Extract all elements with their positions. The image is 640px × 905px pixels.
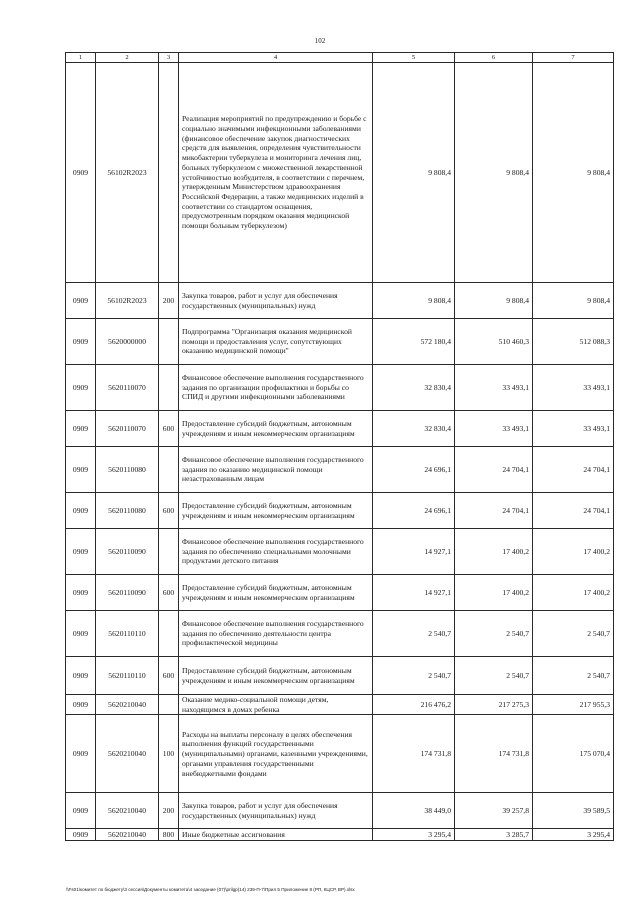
amount-column-6: 24 704,1 bbox=[455, 493, 533, 529]
table-row bbox=[66, 575, 614, 611]
expense-type-code bbox=[159, 447, 179, 493]
amount-column-7: 24 704,1 bbox=[533, 493, 614, 529]
amount-column-7: 17 400,2 bbox=[533, 575, 614, 611]
expense-type-code: 800 bbox=[159, 829, 179, 841]
table-row bbox=[66, 715, 614, 793]
section-code: 0909 bbox=[66, 575, 96, 611]
table-row bbox=[66, 611, 614, 657]
expense-name: Предоставление субсидий бюджетным, автономным учреждениям и иным некоммерческим организациям bbox=[179, 493, 373, 529]
column-number: 2 bbox=[96, 53, 159, 63]
expense-type-code bbox=[159, 529, 179, 575]
amount-column-6: 3 285,7 bbox=[455, 829, 533, 841]
table-row bbox=[66, 411, 614, 447]
table-row bbox=[66, 529, 614, 575]
table-row bbox=[66, 829, 614, 841]
target-article-code: 5620210040 bbox=[96, 829, 159, 841]
expense-name: Реализация мероприятий по предупреждению и борьбе с социально значимыми инфекционными заболеваниями (финансовое обеспечение закупок диагностических средств для выявления, определения чувствительности микобактерии туберкулеза и мониторинга лечения лиц, больных туберкулезом с множественной лекарственной устойчивостью возбудителя, в соответствии с перечнем, утвержденным Министерством здравоохранения Российской Федерации, а также медицинских изделий в соответствии со стандартом оснащения, предусмотренным порядком оказания медицинской помощи больным туберкулезом) bbox=[179, 63, 373, 283]
amount-column-5: 2 540,7 bbox=[373, 611, 455, 657]
target-article-code: 5620110080 bbox=[96, 493, 159, 529]
section-code: 0909 bbox=[66, 283, 96, 319]
amount-column-6: 17 400,2 bbox=[455, 529, 533, 575]
amount-column-6: 24 704,1 bbox=[455, 447, 533, 493]
amount-column-5: 14 927,1 bbox=[373, 575, 455, 611]
expense-name: Финансовое обеспечение выполнения государственного задания по обеспечению деятельности центра профилактической медицины bbox=[179, 611, 373, 657]
amount-column-5: 9 808,4 bbox=[373, 63, 455, 283]
amount-column-5: 3 295,4 bbox=[373, 829, 455, 841]
table-row bbox=[66, 283, 614, 319]
expense-name: Подпрограмма "Организация оказания медицинской помощи и предоставления услуг, сопутствующих оказанию медицинской помощи" bbox=[179, 319, 373, 365]
amount-column-6: 9 808,4 bbox=[455, 283, 533, 319]
expense-name: Закупка товаров, работ и услуг для обеспечения государственных (муниципальных) нужд bbox=[179, 793, 373, 829]
expense-name: Расходы на выплаты персоналу в целях обеспечения выполнения функций государственными (муниципальными) органами, казенными учреждениями, органами управления государственными внебюджетными фондами bbox=[179, 715, 373, 793]
amount-column-7: 2 540,7 bbox=[533, 611, 614, 657]
amount-column-7: 9 808,4 bbox=[533, 63, 614, 283]
column-number: 6 bbox=[455, 53, 533, 63]
target-article-code: 5620110070 bbox=[96, 365, 159, 411]
amount-column-6: 39 257,8 bbox=[455, 793, 533, 829]
expense-type-code: 100 bbox=[159, 715, 179, 793]
budget-table bbox=[65, 52, 614, 841]
column-number-row bbox=[66, 53, 614, 63]
amount-column-5: 216 476,2 bbox=[373, 695, 455, 715]
amount-column-7: 9 808,4 bbox=[533, 283, 614, 319]
amount-column-5: 2 540,7 bbox=[373, 657, 455, 695]
section-code: 0909 bbox=[66, 611, 96, 657]
target-article-code: 5620110110 bbox=[96, 657, 159, 695]
table-row bbox=[66, 793, 614, 829]
section-code: 0909 bbox=[66, 793, 96, 829]
target-article-code: 5620110090 bbox=[96, 575, 159, 611]
amount-column-6: 217 275,3 bbox=[455, 695, 533, 715]
target-article-code: 5620110110 bbox=[96, 611, 159, 657]
section-code: 0909 bbox=[66, 447, 96, 493]
amount-column-5: 14 927,1 bbox=[373, 529, 455, 575]
section-code: 0909 bbox=[66, 695, 96, 715]
expense-type-code: 600 bbox=[159, 575, 179, 611]
expense-name: Финансовое обеспечение выполнения государственного задания по оказанию медицинской помощи незастрахованным лицам bbox=[179, 447, 373, 493]
target-article-code: 5620210040 bbox=[96, 695, 159, 715]
expense-type-code bbox=[159, 63, 179, 283]
expense-name: Финансовое обеспечение выполнения государственного задания по организации профилактики и борьбы со СПИД и другими инфекционными заболеваниями bbox=[179, 365, 373, 411]
amount-column-7: 33 493,1 bbox=[533, 411, 614, 447]
table-row bbox=[66, 657, 614, 695]
amount-column-7: 175 070,4 bbox=[533, 715, 614, 793]
amount-column-5: 24 696,1 bbox=[373, 493, 455, 529]
expense-type-code bbox=[159, 695, 179, 715]
column-number: 4 bbox=[179, 53, 373, 63]
amount-column-5: 9 808,4 bbox=[373, 283, 455, 319]
amount-column-5: 38 449,0 bbox=[373, 793, 455, 829]
amount-column-6: 174 731,8 bbox=[455, 715, 533, 793]
amount-column-6: 2 540,7 bbox=[455, 657, 533, 695]
expense-name: Предоставление субсидий бюджетным, автономным учреждениям и иным некоммерческим организациям bbox=[179, 411, 373, 447]
section-code: 0909 bbox=[66, 319, 96, 365]
amount-column-7: 33 493,1 bbox=[533, 365, 614, 411]
amount-column-6: 510 460,3 bbox=[455, 319, 533, 365]
amount-column-6: 33 493,1 bbox=[455, 365, 533, 411]
expense-name: Иные бюджетные ассигнования bbox=[179, 829, 373, 841]
table-row bbox=[66, 63, 614, 283]
expense-type-code: 200 bbox=[159, 793, 179, 829]
section-code: 0909 bbox=[66, 493, 96, 529]
amount-column-6: 2 540,7 bbox=[455, 611, 533, 657]
amount-column-6: 9 808,4 bbox=[455, 63, 533, 283]
amount-column-7: 512 088,3 bbox=[533, 319, 614, 365]
expense-type-code bbox=[159, 319, 179, 365]
amount-column-5: 32 830,4 bbox=[373, 411, 455, 447]
amount-column-6: 33 493,1 bbox=[455, 411, 533, 447]
amount-column-5: 174 731,8 bbox=[373, 715, 455, 793]
section-code: 0909 bbox=[66, 715, 96, 793]
target-article-code: 5620110080 bbox=[96, 447, 159, 493]
target-article-code: 56102R2023 bbox=[96, 63, 159, 283]
target-article-code: 5620000000 bbox=[96, 319, 159, 365]
table-row bbox=[66, 365, 614, 411]
amount-column-6: 17 400,2 bbox=[455, 575, 533, 611]
expense-name: Предоставление субсидий бюджетным, автономным учреждениям и иным некоммерческим организациям bbox=[179, 575, 373, 611]
target-article-code: 5620110070 bbox=[96, 411, 159, 447]
column-number: 3 bbox=[159, 53, 179, 63]
expense-type-code bbox=[159, 611, 179, 657]
expense-type-code: 200 bbox=[159, 283, 179, 319]
table-row bbox=[66, 695, 614, 715]
page-number: 102 bbox=[314, 37, 326, 45]
file-path-footer: \\Fs01\комитет по бюджету\3 сессия\Документы комитета\4 заседание (07)\prilgp(14) 239-П-7\Прил 5 Приложение 8 (РП, КЦСР, ВР).xlsx bbox=[66, 887, 355, 892]
amount-column-7: 17 400,2 bbox=[533, 529, 614, 575]
expense-name: Предоставление субсидий бюджетным, автономным учреждениям и иным некоммерческим организациям bbox=[179, 657, 373, 695]
column-number: 7 bbox=[533, 53, 614, 63]
table-row bbox=[66, 447, 614, 493]
section-code: 0909 bbox=[66, 63, 96, 283]
section-code: 0909 bbox=[66, 411, 96, 447]
target-article-code: 56102R2023 bbox=[96, 283, 159, 319]
amount-column-5: 24 696,1 bbox=[373, 447, 455, 493]
amount-column-7: 24 704,1 bbox=[533, 447, 614, 493]
amount-column-5: 572 180,4 bbox=[373, 319, 455, 365]
table-row bbox=[66, 319, 614, 365]
expense-name: Финансовое обеспечение выполнения государственного задания по обеспечению специальными молочными продуктами детского питания bbox=[179, 529, 373, 575]
amount-column-5: 32 830,4 bbox=[373, 365, 455, 411]
amount-column-7: 39 589,5 bbox=[533, 793, 614, 829]
section-code: 0909 bbox=[66, 657, 96, 695]
section-code: 0909 bbox=[66, 829, 96, 841]
section-code: 0909 bbox=[66, 529, 96, 575]
column-number: 5 bbox=[373, 53, 455, 63]
amount-column-7: 217 955,3 bbox=[533, 695, 614, 715]
target-article-code: 5620210040 bbox=[96, 715, 159, 793]
expense-type-code: 600 bbox=[159, 411, 179, 447]
expense-type-code bbox=[159, 365, 179, 411]
expense-type-code: 600 bbox=[159, 657, 179, 695]
amount-column-7: 3 295,4 bbox=[533, 829, 614, 841]
expense-name: Закупка товаров, работ и услуг для обеспечения государственных (муниципальных) нужд bbox=[179, 283, 373, 319]
column-number: 1 bbox=[66, 53, 96, 63]
section-code: 0909 bbox=[66, 365, 96, 411]
amount-column-7: 2 540,7 bbox=[533, 657, 614, 695]
expense-type-code: 600 bbox=[159, 493, 179, 529]
expense-name: Оказание медико-социальной помощи детям, находящимся в домах ребенка bbox=[179, 695, 373, 715]
target-article-code: 5620210040 bbox=[96, 793, 159, 829]
target-article-code: 5620110090 bbox=[96, 529, 159, 575]
table-row bbox=[66, 493, 614, 529]
